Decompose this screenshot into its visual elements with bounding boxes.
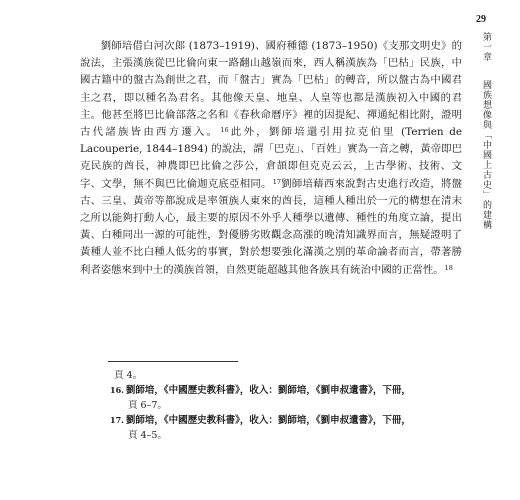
footnote-number: 16.: [110, 385, 124, 395]
footnote-ref-17: 17: [272, 177, 281, 186]
running-header-title: 國族想像與「中國上古史」的建構: [481, 80, 491, 230]
running-header: [478, 32, 492, 230]
footnote-divider: [108, 361, 238, 362]
page-number: 29: [476, 14, 486, 25]
paragraph-sentence-3: 劉師培藉西來說對古史進行改造，將盤古、三皇、黃帝等都說成是率領族人東來的酋長，這種人種出於一元的構想在清末之所以能夠打動人心，最主要的原因不外乎人種學以遺傳、種性的角度立論，提出黃、白種同出一源的可能性，對優勝劣敗觀念高漲的晚清知識界而言，無疑證明了黃種人並不比白種人低劣的事實，對於想要強化滿漢之別的革命論者而言，帶著勝利者姿態來到中土的漢族首領，自然更能超越其他各族具有統治中國的正當性。: [80, 177, 463, 276]
footnote-continuation: 頁 4。: [114, 370, 143, 381]
footnote-number: 17.: [110, 415, 124, 425]
footnote-text: 劉師培，《中國歷史教科書》，收入：劉師培，《劉申叔遺書》，下冊，: [125, 415, 411, 426]
footnote-17-pages: 頁 4–5。: [128, 430, 167, 441]
paragraph-sentence-2: 此外，劉師培還引用拉克伯里 (Terrien de Lacouperie, 1844–1894) 的說法，謂「巴克」、「百姓」實為一音之轉，黃帝即巴克民族的酋長，神農即巴比倫之莎公，倉頡即但克克云云，上古學術、技術、文字、文學，無不與巴比倫迦克底亞相同。: [80, 126, 462, 190]
footnotes: [110, 368, 450, 443]
body-text: [80, 38, 462, 279]
footnote-text: 劉師培，《中國歷史教科書》，收入：劉師培，《劉申叔遺書》，下冊，: [125, 385, 411, 396]
footnote-ref-18: 18: [444, 263, 453, 272]
main-paragraph: [80, 38, 462, 279]
footnote-17: [110, 413, 450, 428]
running-header-separator: [481, 66, 491, 76]
footnote-ref-16: 16: [220, 126, 229, 135]
footnote-16: [110, 383, 450, 398]
running-header-chapter: 第一章: [481, 32, 491, 62]
footnote-16-pages: 頁 6–7。: [128, 400, 167, 411]
paragraph-sentence-1: 劉師培借白河次郎 (1873–1919)、國府種德 (1873–1950)《支那文明史》的說法，主張漢族從巴比倫向東一路翻山越嶺而來，西人稱漢族為「巴枯」民族，中國古籍中的盤古為創世之君，而「盤古」實為「巴枯」的轉音，所以盤古為中國君主之君，即以種名為君名。其他像天皇、地皇、人皇等也都是漢族初入中國的君主。他甚至將巴比倫部落之名和《春秋命曆序》裡的因提紀、禪通紀相比附，證明古代諸族皆由西方遷入。: [80, 40, 462, 139]
